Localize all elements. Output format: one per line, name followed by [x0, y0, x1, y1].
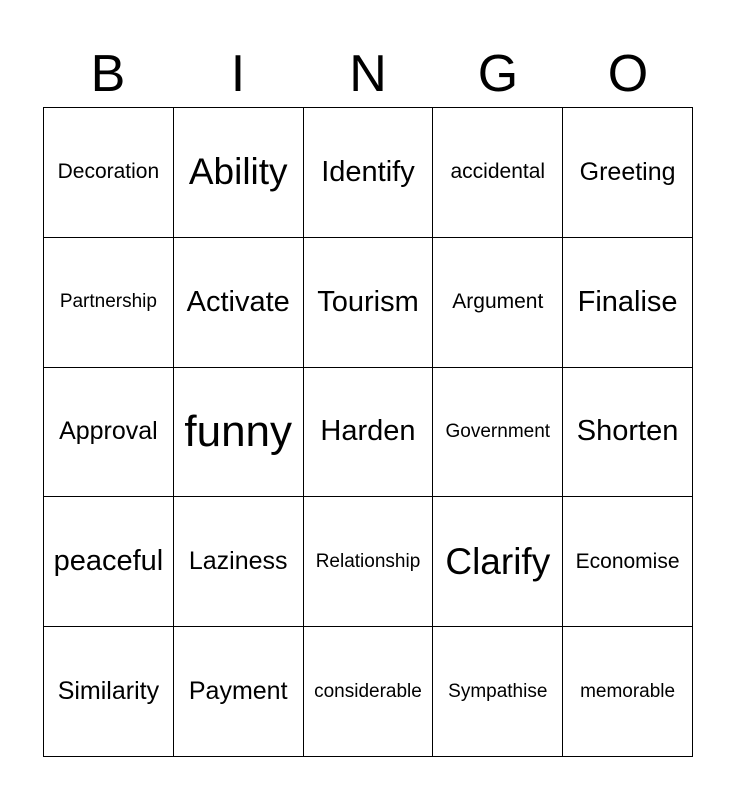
bingo-cell-r4c1[interactable]: peaceful [44, 497, 174, 627]
bingo-cell-r1c5[interactable]: Greeting [563, 108, 693, 238]
bingo-cell-r3c5[interactable]: Shorten [563, 368, 693, 498]
bingo-cell-r3c3[interactable]: Harden [304, 368, 434, 498]
header-letter-o: O [607, 45, 649, 103]
bingo-cell-r1c3[interactable]: Identify [304, 108, 434, 238]
bingo-cell-r2c5[interactable]: Finalise [563, 238, 693, 368]
bingo-cell-r3c1[interactable]: Approval [44, 368, 174, 498]
bingo-cell-r5c1[interactable]: Similarity [44, 627, 174, 757]
bingo-cell-r2c4[interactable]: Argument [433, 238, 563, 368]
bingo-cell-r1c1[interactable]: Decoration [44, 108, 174, 238]
header-letter-i: I [230, 45, 246, 103]
bingo-cell-r4c2[interactable]: Laziness [174, 497, 304, 627]
bingo-cell-r4c4[interactable]: Clarify [433, 497, 563, 627]
bingo-cell-r3c2[interactable]: funny [174, 368, 304, 498]
bingo-cell-r3c4[interactable]: Government [433, 368, 563, 498]
bingo-cell-r1c2[interactable]: Ability [174, 108, 304, 238]
bingo-cell-r4c5[interactable]: Economise [563, 497, 693, 627]
bingo-cell-r4c3[interactable]: Relationship [304, 497, 434, 627]
bingo-cell-r1c4[interactable]: accidental [433, 108, 563, 238]
bingo-cell-r5c2[interactable]: Payment [174, 627, 304, 757]
bingo-cell-r2c3[interactable]: Tourism [304, 238, 434, 368]
header-letter-g: G [477, 45, 519, 103]
header-letter-n: N [349, 45, 387, 103]
bingo-cell-r5c4[interactable]: Sympathise [433, 627, 563, 757]
header-letter-b: B [90, 45, 126, 103]
bingo-cell-r5c5[interactable]: memorable [563, 627, 693, 757]
bingo-cell-r2c2[interactable]: Activate [174, 238, 304, 368]
bingo-cell-r5c3[interactable]: considerable [304, 627, 434, 757]
bingo-header [43, 40, 693, 108]
bingo-board [43, 107, 693, 757]
bingo-cell-r2c1[interactable]: Partnership [44, 238, 174, 368]
